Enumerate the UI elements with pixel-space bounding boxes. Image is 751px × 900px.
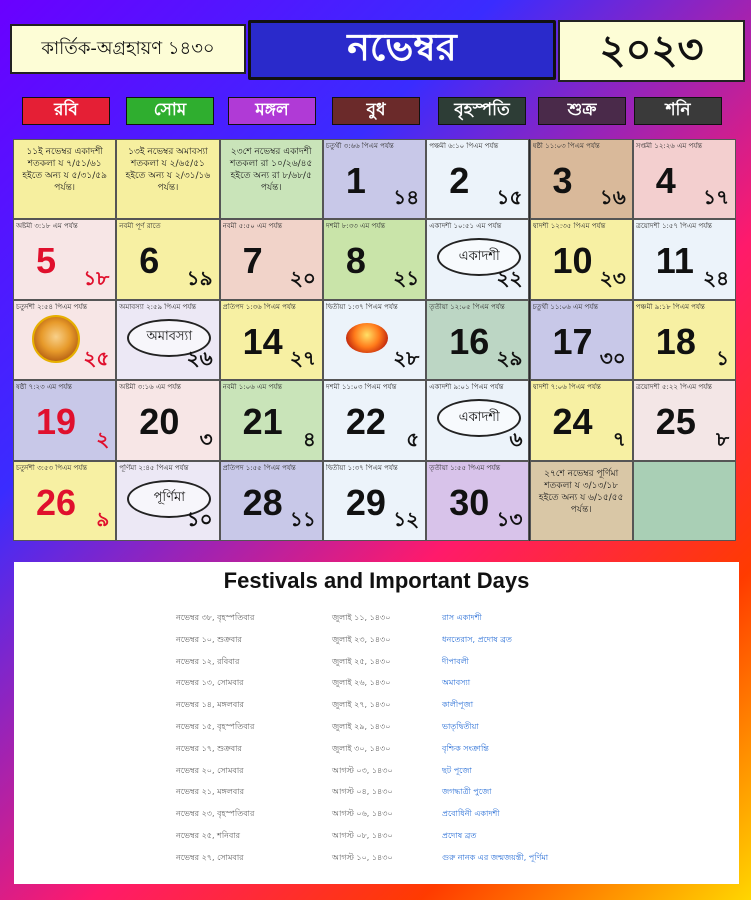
date-number: 3 xyxy=(552,160,573,201)
cell-note-text: ২৩শে নভেম্বর একাদশী শতকলা রা ১০/২৬/৪৫ হইতে অন্য রা ৮/৬৮/৫ পর্যন্ত। xyxy=(230,147,313,193)
calendar-cell[interactable] xyxy=(426,300,529,380)
bangla-date: ২২ xyxy=(496,265,523,290)
festival-row xyxy=(14,765,739,787)
festival-row xyxy=(14,677,739,699)
calendar-cell[interactable] xyxy=(220,380,323,460)
weekday-2: মঙ্গল xyxy=(228,97,316,125)
tithi-note: চতুর্থী ৩:৬৬ পিএম পর্যন্ত xyxy=(325,142,394,150)
calendar-cell[interactable] xyxy=(530,139,633,219)
bangla-date: ২০ xyxy=(289,265,316,290)
calendar-cell[interactable] xyxy=(220,300,323,380)
tithi-note: দ্বাদশী ১২:৩৫ পিএম পর্যন্ত xyxy=(532,222,606,231)
calendar-cell[interactable] xyxy=(116,380,219,460)
calendar-cell[interactable] xyxy=(426,139,529,219)
calendar-cell[interactable] xyxy=(633,300,736,380)
calendar-cell[interactable] xyxy=(633,219,736,299)
date-number: 21 xyxy=(242,401,283,443)
bangla-date: ৩০ xyxy=(599,346,626,371)
tithi-oval-badge: অমাবস্যা xyxy=(127,319,211,357)
festival-bn-date: আগস্ট ১০, ১৪৩০ xyxy=(332,852,393,862)
festival-bn-date: জুলাই ২৫, ১৪৩০ xyxy=(332,656,391,666)
festival-link[interactable]: ভাতৃদ্বিতীয়া xyxy=(442,722,479,731)
month-title[interactable]: নভেম্বর xyxy=(248,20,556,80)
bangla-date: ২৫ xyxy=(83,346,110,371)
bangla-date: ৬ xyxy=(509,426,523,451)
date-number: 26 xyxy=(36,481,77,523)
calendar-cell[interactable] xyxy=(13,139,116,219)
tithi-note: চতুর্থী ১১:০৬ এম পর্যন্ত xyxy=(532,302,599,311)
weekday-0: রবি xyxy=(22,97,110,125)
calendar-cell xyxy=(633,461,736,541)
festival-date: নভেম্বর ২০, সোমবার xyxy=(176,765,244,775)
calendar-cell[interactable] xyxy=(323,300,426,380)
tithi-note: অষ্টমী ৩:১৮ এম পর্যন্ত xyxy=(16,222,78,231)
festivals-title: Festivals and Important Days xyxy=(223,568,530,593)
festival-date: নভেম্বর ১৫, বৃহস্পতিবার xyxy=(176,722,255,731)
date-number: 25 xyxy=(655,401,696,443)
bangla-date: ১৬ xyxy=(599,185,626,210)
calendar-cell[interactable] xyxy=(13,219,116,299)
tithi-note: নবমী পূর্ণ রাতে xyxy=(119,222,161,231)
calendar-cell[interactable] xyxy=(116,139,219,219)
date-number: 22 xyxy=(345,401,386,443)
bangla-date: ৯ xyxy=(96,506,110,531)
calendar-cell[interactable] xyxy=(426,380,529,460)
festival-link[interactable]: দীপাবলী xyxy=(442,656,469,666)
weekday-5: শুক্র xyxy=(538,97,626,125)
bangla-date: ২১ xyxy=(393,265,420,290)
festival-row xyxy=(14,786,739,808)
festival-row xyxy=(14,634,739,656)
date-number: 1 xyxy=(345,160,366,201)
tithi-note: সপ্তমী ১২:২৬ এম পর্যন্ত xyxy=(635,142,703,150)
bangla-date: ২৮ xyxy=(393,346,420,371)
calendar-cell[interactable] xyxy=(426,461,529,541)
bangla-date: ১০ xyxy=(186,506,213,531)
bangla-date: ২৬ xyxy=(186,346,213,371)
bangla-date: ৭ xyxy=(612,426,626,451)
calendar-cell[interactable] xyxy=(530,380,633,460)
festival-bn-date: আগস্ট ০৮, ১৪৩০ xyxy=(332,831,393,840)
festival-link[interactable]: অমাবস্যা xyxy=(442,678,471,688)
bangla-date: ১৩ xyxy=(496,506,523,531)
tithi-note: অষ্টমী ৩:১৬ এম পর্যন্ত xyxy=(119,383,181,392)
calendar-cell[interactable] xyxy=(13,300,116,380)
calendar-cell[interactable] xyxy=(116,300,219,380)
festival-link[interactable]: জগদ্ধাত্রী পুজো xyxy=(442,787,492,797)
festival-row xyxy=(14,808,739,830)
tithi-note: পূর্ণিমা ২:৪৫ পিএম পর্যন্ত xyxy=(119,463,189,472)
festival-row xyxy=(14,852,739,874)
festival-row xyxy=(14,656,739,678)
tithi-note: তৃতীয়া ১:৫৫ পিএম পর্যন্ত xyxy=(429,463,501,472)
tithi-note: একাদশী ১০:৫১ এম পর্যন্ত xyxy=(429,222,502,231)
festival-bn-date: আগস্ট ০৩, ১৪৩০ xyxy=(332,765,393,775)
festival-bn-date: জুলাই ২৩, ১৪৩০ xyxy=(332,634,391,644)
tithi-note: পঞ্চমী ৯:১৮ পিএম পর্যন্ত xyxy=(635,302,705,311)
date-number: 24 xyxy=(552,401,593,443)
date-number: 19 xyxy=(36,401,77,443)
weekday-6: শনি xyxy=(634,97,722,125)
festival-bn-date: জুলাই ১১, ১৪৩০ xyxy=(332,613,391,622)
date-number: 17 xyxy=(552,320,593,362)
tithi-note: একাদশী ৯:০১ পিএম পর্যন্ত xyxy=(429,383,504,392)
festival-date: নভেম্বর ২১, মঙ্গলবার xyxy=(176,787,244,797)
cell-note-text: ১৩ই নভেম্বর অমাবস্যা শতকলা য ২/৬৫/৫১ হইতে অন্য য ২/৩১/১৬ পর্যন্ত। xyxy=(125,147,211,193)
bangla-date: ১৪ xyxy=(393,185,420,210)
tithi-note: পঞ্চমী ৬:১০ পিএম পর্যন্ত xyxy=(429,142,499,150)
date-number: 14 xyxy=(242,320,283,362)
tithi-note: নবমী ৫:৫০ এম পর্যন্ত xyxy=(222,222,283,231)
bangla-date: ৩ xyxy=(199,426,213,451)
festival-bn-date: জুলাই ৩০, ১৪৩০ xyxy=(332,743,391,753)
festival-row xyxy=(14,743,739,765)
festival-bn-date: জুলাই ২৬, ১৪৩০ xyxy=(332,678,391,688)
weekday-1: সোম xyxy=(126,97,214,125)
calendar-cell[interactable] xyxy=(426,219,529,299)
calendar-cell[interactable] xyxy=(530,300,633,380)
festival-date: নভেম্বর ৩৮, বৃহস্পতিবার xyxy=(176,613,255,622)
calendar-cell[interactable] xyxy=(530,219,633,299)
festival-link[interactable]: ধনতেরাস, প্রদোষ ব্রত xyxy=(442,634,512,644)
date-number: 30 xyxy=(449,481,490,523)
festivals-panel xyxy=(14,562,739,884)
date-number: 6 xyxy=(139,240,160,282)
tithi-note: প্রতিপদ ১:৩৬ পিএম পর্যন্ত xyxy=(222,302,296,311)
festival-row xyxy=(14,721,739,743)
bangla-date: ১ xyxy=(716,346,730,371)
bangla-month-label: কার্তিক-অগ্রহায়ণ ১৪৩০ xyxy=(10,24,246,74)
calendar-cell[interactable] xyxy=(323,139,426,219)
calendar-cell[interactable] xyxy=(323,380,426,460)
tithi-oval-badge: একাদশী xyxy=(437,238,521,276)
festival-date: নভেম্বর ২৫, শনিবার xyxy=(176,831,241,840)
date-number: 11 xyxy=(655,240,694,282)
tithi-note: ষষ্ঠী ১১:০৩ পিএম পর্যন্ত xyxy=(532,142,600,150)
date-number: 16 xyxy=(449,320,490,362)
calendar-cell[interactable] xyxy=(13,461,116,541)
bangla-date: ৫ xyxy=(406,426,420,451)
bangla-date: ২৭ xyxy=(289,346,316,371)
tithi-note: অমাবস্যা ২:৫৯ পিএম পর্যন্ত xyxy=(119,302,197,311)
weekday-header xyxy=(22,97,742,127)
tithi-note: দ্বাদশী ৭:০৬ পিএম পর্যন্ত xyxy=(532,383,601,392)
festival-link[interactable]: গুরু নানক এর জন্মজয়ন্তী, পূর্ণিমা xyxy=(442,852,549,862)
calendar-cell[interactable] xyxy=(220,461,323,541)
tithi-note: দশমী ১১:০৩ পিএম পর্যন্ত xyxy=(325,383,397,392)
festival-row xyxy=(14,830,739,852)
bangla-date: ১১ xyxy=(289,506,316,531)
calendar-cell[interactable] xyxy=(633,139,736,219)
tithi-note: ত্রয়োদশী ১:৫৭ পিএম পর্যন্ত xyxy=(635,222,712,231)
tithi-note: দ্বিতীয়া ১:৩৭ পিএম পর্যন্ত xyxy=(325,302,398,311)
bangla-date: ১৯ xyxy=(186,265,213,290)
bangla-date: ৮ xyxy=(716,426,730,451)
tithi-note: চতুর্দশী ২:৫৪ পিএম পর্যন্ত xyxy=(16,302,88,311)
festival-bn-date: আগস্ট ০৬, ১৪৩০ xyxy=(332,809,393,819)
festival-row xyxy=(14,612,739,634)
festival-date: নভেম্বর ১৭, শুক্রবার xyxy=(176,743,242,753)
date-number: 18 xyxy=(655,320,696,362)
tithi-oval-badge: পূর্ণিমা xyxy=(127,480,211,518)
date-number: 2 xyxy=(449,160,470,201)
tithi-note: ষষ্ঠী ৭:২৩ এম পর্যন্ত xyxy=(16,383,72,392)
bangla-date: ১৮ xyxy=(83,265,110,290)
tithi-note: নবমী ১:০৬ এম পর্যন্ত xyxy=(222,383,283,392)
festival-row xyxy=(14,699,739,721)
festival-bn-date: জুলাই ২৯, ১৪৩০ xyxy=(332,722,391,731)
date-number: 28 xyxy=(242,481,283,523)
bangla-date: ২ xyxy=(96,426,110,451)
date-number: 20 xyxy=(139,401,180,443)
festival-date: নভেম্বর ১২, রবিবার xyxy=(176,656,240,666)
tithi-note: দশমী ৮:৩৩ এম পর্যন্ত xyxy=(325,222,386,231)
festival-date: নভেম্বর ১৩, সোমবার xyxy=(176,678,244,688)
date-number: 10 xyxy=(552,240,593,282)
calendar-cell[interactable] xyxy=(323,461,426,541)
festival-bn-date: জুলাই ২৭, ১৪৩০ xyxy=(332,700,391,710)
calendar-cell[interactable] xyxy=(116,461,219,541)
tithi-note: তৃতীয়া ১২:০৫ পিএম পর্যন্ত xyxy=(429,302,505,311)
tithi-note: চতুর্দশী ৩:৫৩ পিএম পর্যন্ত xyxy=(16,463,88,472)
festival-date: নভেম্বর ১৪, মঙ্গলবার xyxy=(176,700,244,710)
bangla-date: ২৪ xyxy=(703,265,730,290)
festival-date: নভেম্বর ২৩, বৃহস্পতিবার xyxy=(176,809,255,819)
festival-link[interactable]: প্রবোধিনী একাদশী xyxy=(442,809,500,819)
calendar-cell[interactable] xyxy=(13,380,116,460)
date-number: 5 xyxy=(36,240,57,282)
bangla-date: ১৭ xyxy=(703,185,730,210)
calendar-cell[interactable] xyxy=(220,219,323,299)
festival-link[interactable]: কালীপূজা xyxy=(442,700,474,710)
deity-image-icon xyxy=(32,315,80,363)
date-number: 29 xyxy=(345,481,386,523)
calendar-cell[interactable] xyxy=(116,219,219,299)
date-number: 7 xyxy=(242,240,263,282)
tithi-note: প্রতিপদ ১:৫৫ পিএম পর্যন্ত xyxy=(222,463,296,472)
bangla-date: ২৯ xyxy=(496,346,523,371)
weekday-4: বৃহস্পতি xyxy=(438,97,526,125)
calendar-grid xyxy=(13,139,736,541)
tithi-oval-badge: একাদশী xyxy=(437,399,521,437)
tithi-note: ত্রয়োদশী ৫:২২ পিএম পর্যন্ত xyxy=(635,383,712,392)
calendar-cell[interactable] xyxy=(633,380,736,460)
bangla-date: ৪ xyxy=(302,426,316,451)
festival-date: নভেম্বর ২৭, সোমবার xyxy=(176,852,244,862)
year-label[interactable]: ২০২৩ xyxy=(558,20,745,82)
calendar-cell[interactable] xyxy=(323,219,426,299)
bangla-date: ২৩ xyxy=(599,265,626,290)
bangla-date: ১৫ xyxy=(496,185,523,210)
festival-link[interactable]: ছট পূজো xyxy=(442,765,472,775)
festival-bn-date: আগস্ট ০৪, ১৪৩০ xyxy=(332,787,393,797)
cell-note-text: ১১ই নভেম্বর একাদশী শতকলা য ৭/৫১/৬১ হইতে অন্য য ৫/৩১/৫৯ পর্যন্ত। xyxy=(22,147,107,193)
festival-link[interactable]: বৃশ্চিক সংক্রান্তি xyxy=(442,743,489,753)
date-number: 8 xyxy=(345,240,366,282)
cell-note-text: ২৭শে নভেম্বর পূর্ণিমা শতকলা য ৩/১৩/১৮ হইতে অন্য য ৬/১৫/৫৫ পর্যন্ত। xyxy=(538,468,624,515)
festival-link[interactable]: প্রদোষ ব্রত xyxy=(442,831,477,840)
calendar-header xyxy=(10,18,741,80)
festival-link[interactable]: রাস একাদশী xyxy=(442,613,482,622)
tithi-note: দ্বিতীয়া ১:৩৭ পিএম পর্যন্ত xyxy=(325,463,398,472)
festival-date: নভেম্বর ১০, শুক্রবার xyxy=(176,634,242,644)
calendar-cell[interactable] xyxy=(220,139,323,219)
bangla-date: ১২ xyxy=(393,506,420,531)
weekday-3: বুধ xyxy=(332,97,420,125)
calendar-cell[interactable] xyxy=(530,461,633,541)
diya-lamp-icon xyxy=(346,323,388,353)
date-number: 4 xyxy=(655,160,676,201)
